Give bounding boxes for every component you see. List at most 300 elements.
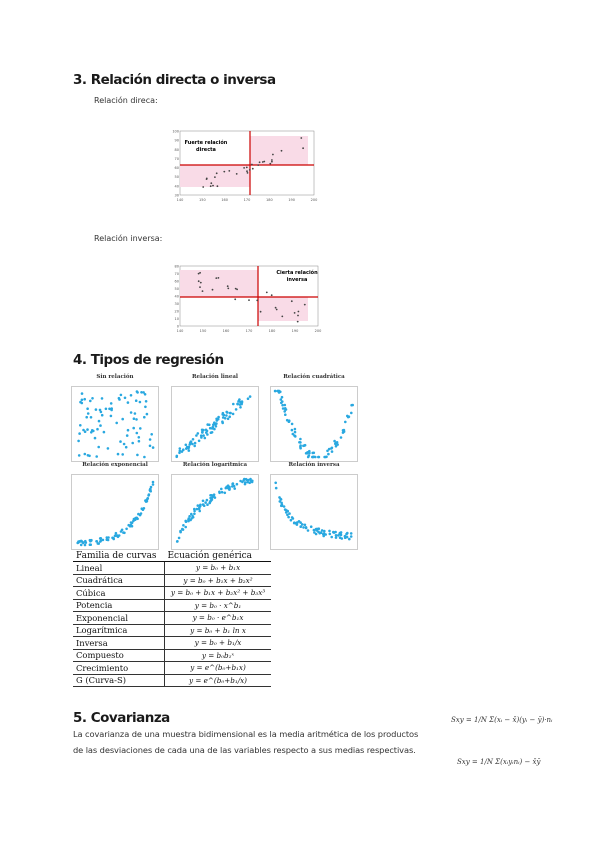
regression-point [135,418,138,421]
regression-point [205,429,208,432]
regression-point [233,487,236,490]
scatter-point [302,147,304,149]
table-row [73,587,271,600]
regression-point [318,527,321,530]
regression-point [195,434,198,437]
regression-point [284,404,287,407]
regression-point [152,446,155,449]
regression-point [209,427,212,430]
y-tick-label: 10 [174,317,179,321]
regression-point [299,438,302,441]
y-tick-label: 0 [176,324,179,329]
regression-point [202,434,205,437]
direct-relation-chart [168,128,320,204]
family-cell: Cuadrática [73,574,164,587]
regression-point [130,411,133,414]
regression-point [348,538,351,541]
regression-point [87,412,90,415]
regression-point [178,537,181,540]
regression-point [138,440,141,443]
regression-point [206,503,209,506]
regression-point [179,530,182,533]
y-tick-label: 50 [174,175,179,180]
regression-point [313,529,316,532]
regression-point [202,500,205,503]
regression-point [323,532,326,535]
regression-point [329,533,332,536]
regression-point [95,408,98,411]
family-cell: Crecimiento [73,662,164,675]
regression-point [350,532,353,535]
regression-point [320,531,323,534]
regression-point [86,407,89,410]
regression-point [335,536,338,539]
regression-point [350,412,353,415]
scatter-point [218,277,220,279]
inverse-relation-chart [170,264,322,336]
regression-point [239,403,242,406]
direct-relation-label: Relación direca: [94,96,158,105]
scatter-point [228,170,230,172]
regression-point [141,507,144,510]
regression-point [212,423,215,426]
regression-point [86,428,89,431]
equation-cell: y = b₀b₁ˣ [164,649,271,662]
regression-point [136,454,139,457]
regression-point [106,536,109,539]
regression-point [221,491,224,494]
regression-point [140,391,143,394]
scatter-point [297,315,299,317]
scatter-point [259,161,261,163]
regression-point [208,424,211,427]
regression-point [133,417,136,420]
regression-point [306,451,309,454]
scatter-point [249,169,251,171]
regression-point [101,414,104,417]
regression-point [293,521,296,524]
regression-point [299,447,302,450]
regression-point [342,429,345,432]
regression-point [328,530,331,533]
regression-point [351,404,354,407]
regression-point [122,531,125,534]
scatter-point [234,298,236,300]
regression-point [299,444,302,447]
table-row [73,637,271,650]
regression-point [330,536,333,539]
scatter-point [198,280,200,282]
scatter-point [269,163,271,165]
regression-point [185,520,188,523]
regression-point [198,440,201,443]
regression-point [79,401,82,404]
regression-point [315,533,318,536]
regression-point [335,442,338,445]
regression-point [286,514,289,517]
x-tick-label: 180 [268,329,276,333]
x-tick-label: 140 [176,198,184,202]
scatter-point [281,150,283,152]
regression-point [121,529,124,532]
regression-point [302,445,305,448]
panel-no-relation [71,374,159,462]
y-tick-label: 70 [174,156,179,161]
regression-point [232,403,235,406]
regression-point [179,447,182,450]
covariance-paragraph [73,726,445,758]
regression-point [302,526,305,529]
regression-point [228,415,231,418]
regression-point [119,440,122,443]
regression-point [227,484,230,487]
regression-point [274,482,277,485]
scatter-point [251,164,253,166]
scatter-point [235,288,237,290]
panel-title: Relación logarítmica [182,462,248,468]
x-tick-label: 170 [243,198,251,202]
scatter-point [199,286,201,288]
y-tick-label: 80 [174,264,179,269]
regression-point [344,421,347,424]
regression-point [98,420,101,423]
inverse-highlight-upper [180,270,258,297]
table-row [73,562,271,575]
regression-point [213,428,216,431]
regression-point [283,505,286,508]
regression-point [127,429,130,432]
regression-point [291,429,294,432]
regression-point [80,540,83,543]
regression-point [201,431,204,434]
regression-point [204,501,207,504]
regression-point [117,453,120,456]
regression-point [328,448,331,451]
regression-point [279,498,282,501]
inverse-annotation-1: Cierta relación [276,270,318,276]
regression-point [182,448,185,451]
scatter-point [294,312,296,314]
table-row [73,624,271,637]
regression-point [107,447,110,450]
regression-point [296,523,299,526]
regression-point [77,540,80,543]
regression-point [189,442,192,445]
x-tick-label: 150 [199,329,207,333]
regression-point [243,478,246,481]
regression-point [85,416,88,419]
regression-point [346,532,349,535]
regression-point [247,397,250,400]
y-tick-label: 40 [174,184,179,189]
regression-point [236,483,239,486]
regression-point [146,413,149,416]
regression-point [143,416,146,419]
regression-point [227,418,230,421]
regression-point [294,431,297,434]
scatter-point [227,288,229,290]
regression-point [176,455,179,458]
panel-title: Relación lineal [191,374,239,380]
regression-point [115,422,118,425]
scatter-point [212,185,214,187]
regression-point [292,517,295,520]
regression-point [281,396,284,399]
regression-point [299,521,302,524]
inverse-highlight-lower [258,297,308,321]
regression-point [205,431,208,434]
regression-point [331,447,334,450]
regression-point [79,424,82,427]
regression-point [150,486,153,489]
regression-point [100,537,103,540]
regression-point [134,517,137,520]
family-cell: Cúbica [73,587,164,600]
regression-point [120,394,123,397]
regression-point [331,450,334,453]
scatter-point [216,172,218,174]
panel-quadratic [270,374,358,462]
regression-point [304,524,307,527]
scatter-point [281,316,283,318]
regression-point [194,442,197,445]
regression-point [78,454,81,457]
regression-point [311,456,314,459]
section-5-title: 5. Covarianza [73,710,170,726]
scatter-point [223,171,225,173]
regression-point [335,534,338,537]
regression-point [226,411,229,414]
regression-point [210,431,213,434]
regression-point [193,445,196,448]
family-cell: Exponencial [73,612,164,625]
scatter-point [200,282,202,284]
y-tick-label: 30 [174,302,179,306]
regression-point [311,452,314,455]
regression-point [127,401,130,404]
scatter-point [217,185,219,187]
regression-point [317,456,320,459]
regression-point [333,531,336,534]
regression-point [110,402,113,405]
regression-point [149,445,152,448]
regression-point [298,441,301,444]
equation-cell: y = b₀ + b₁ ln x [164,624,271,637]
regression-point [78,432,81,435]
panel-title: Sin relación [96,374,134,380]
regression-point [105,408,108,411]
regression-point [340,531,343,534]
x-tick-label: 160 [222,329,230,333]
regression-point [96,540,99,543]
regression-point [77,440,80,443]
regression-point [146,500,149,503]
regression-point [186,446,189,449]
direct-highlight-lower [180,165,250,187]
regression-point [206,499,209,502]
panel-logarithmic [171,462,259,550]
regression-point [97,446,100,449]
regression-point [182,524,185,527]
regression-point [81,399,84,402]
scatter-point [202,186,204,188]
table-row [73,674,271,687]
table-row [73,612,271,625]
regression-point [339,536,342,539]
regression-point [192,438,195,441]
regression-point [220,488,223,491]
family-cell: G (Curva-S) [73,674,164,687]
regression-point [275,487,278,490]
regression-point [307,456,310,459]
regression-point [317,530,320,533]
regression-point [244,481,247,484]
regression-point [100,539,103,542]
x-tick-label: 150 [198,198,206,202]
regression-point [94,437,97,440]
x-tick-label: 200 [314,329,322,333]
regression-point [218,492,221,495]
regression-point [130,521,133,524]
regression-point [278,391,281,394]
equation-cell: y = b₀ + b₁/x [164,637,271,650]
regression-point [279,500,282,503]
regression-point [235,408,238,411]
direct-relation-scatter [168,128,320,204]
regression-point [284,508,287,511]
paragraph-line-2: de las desviaciones de cada una de las variables respecto a sus medias respectivas. [73,745,416,755]
regression-point [131,442,134,445]
regression-point [144,393,147,396]
scatter-point [206,178,208,180]
regression-point [132,427,135,430]
scatter-point [214,176,216,178]
regression-point [200,436,203,439]
table-row [73,599,271,612]
y-tick-label: 30 [174,193,179,198]
header-equation: Ecuación genérica [164,551,271,562]
regression-point [149,438,152,441]
regression-point [152,483,155,486]
regression-point [144,406,147,409]
regression-point [284,407,287,410]
regression-point [291,423,294,426]
x-tick-label: 180 [265,198,273,202]
regression-point [348,415,351,418]
regression-point [147,494,150,497]
inverse-relation-label: Relación inversa: [94,234,163,243]
regression-point [176,540,179,543]
regression-point [125,528,128,531]
regression-point [198,507,201,510]
y-tick-label: 100 [172,129,179,134]
regression-point [139,514,142,517]
x-tick-label: 200 [310,198,318,202]
regression-point [231,483,234,486]
x-tick-label: 160 [221,198,229,202]
regression-point [110,409,113,412]
regression-point [346,536,349,539]
regression-families-table [73,551,271,687]
regression-point [322,535,325,538]
scatter-point [246,167,248,169]
equation-cell: y = e^(b₀+b₁x) [164,662,271,675]
regression-point [224,417,227,420]
regression-point [187,520,190,523]
regression-point [121,453,124,456]
regression-point [233,485,236,488]
panel-linear [171,374,259,462]
regression-point [118,398,121,401]
regression-point [224,492,227,495]
direct-highlight-upper [250,136,308,165]
regression-point [84,453,87,456]
regression-point [130,524,133,527]
direct-annotation-2: directa [196,147,216,153]
regression-point [90,431,93,434]
regression-point [197,504,200,507]
scatter-point [210,182,212,184]
regression-point [188,449,191,452]
regression-point [80,544,83,547]
regression-point [88,455,91,458]
regression-point [89,540,92,543]
regression-point [115,532,118,535]
scatter-point [263,161,265,163]
regression-point [290,519,293,522]
regression-point [236,403,239,406]
equation-cell: y = b₀ + b₁x [164,562,271,575]
regression-point [305,526,308,529]
scatter-point [252,168,254,170]
regression-point [135,399,138,402]
inverse-relation-scatter [170,264,322,336]
regression-point [232,413,235,416]
family-cell: Potencia [73,599,164,612]
y-tick-label: 40 [174,294,179,299]
regression-point [321,529,324,532]
y-tick-label: 50 [174,287,179,291]
regression-point [138,436,141,439]
scatter-point [271,161,273,163]
regression-point [323,530,326,533]
panel-title: Relación cuadrática [283,374,345,380]
regression-point [103,431,106,434]
regression-point [300,525,303,528]
regression-point [292,433,295,436]
regression-point [121,418,124,421]
regression-point [249,478,252,481]
regression-point [225,414,228,417]
scatter-point [297,321,299,323]
regression-point [280,504,283,507]
table-row [73,574,271,587]
table-row [73,662,271,675]
regression-point [196,508,199,511]
regression-point [281,404,284,407]
regression-point [139,427,142,430]
regression-point [274,390,277,393]
y-tick-label: 90 [174,138,179,143]
regression-point [337,534,340,537]
regression-point [84,540,87,543]
y-tick-label: 80 [174,147,179,152]
regression-point [215,425,218,428]
regression-point [350,535,353,538]
regression-point [288,419,291,422]
regression-point [210,497,213,500]
table-row [73,649,271,662]
